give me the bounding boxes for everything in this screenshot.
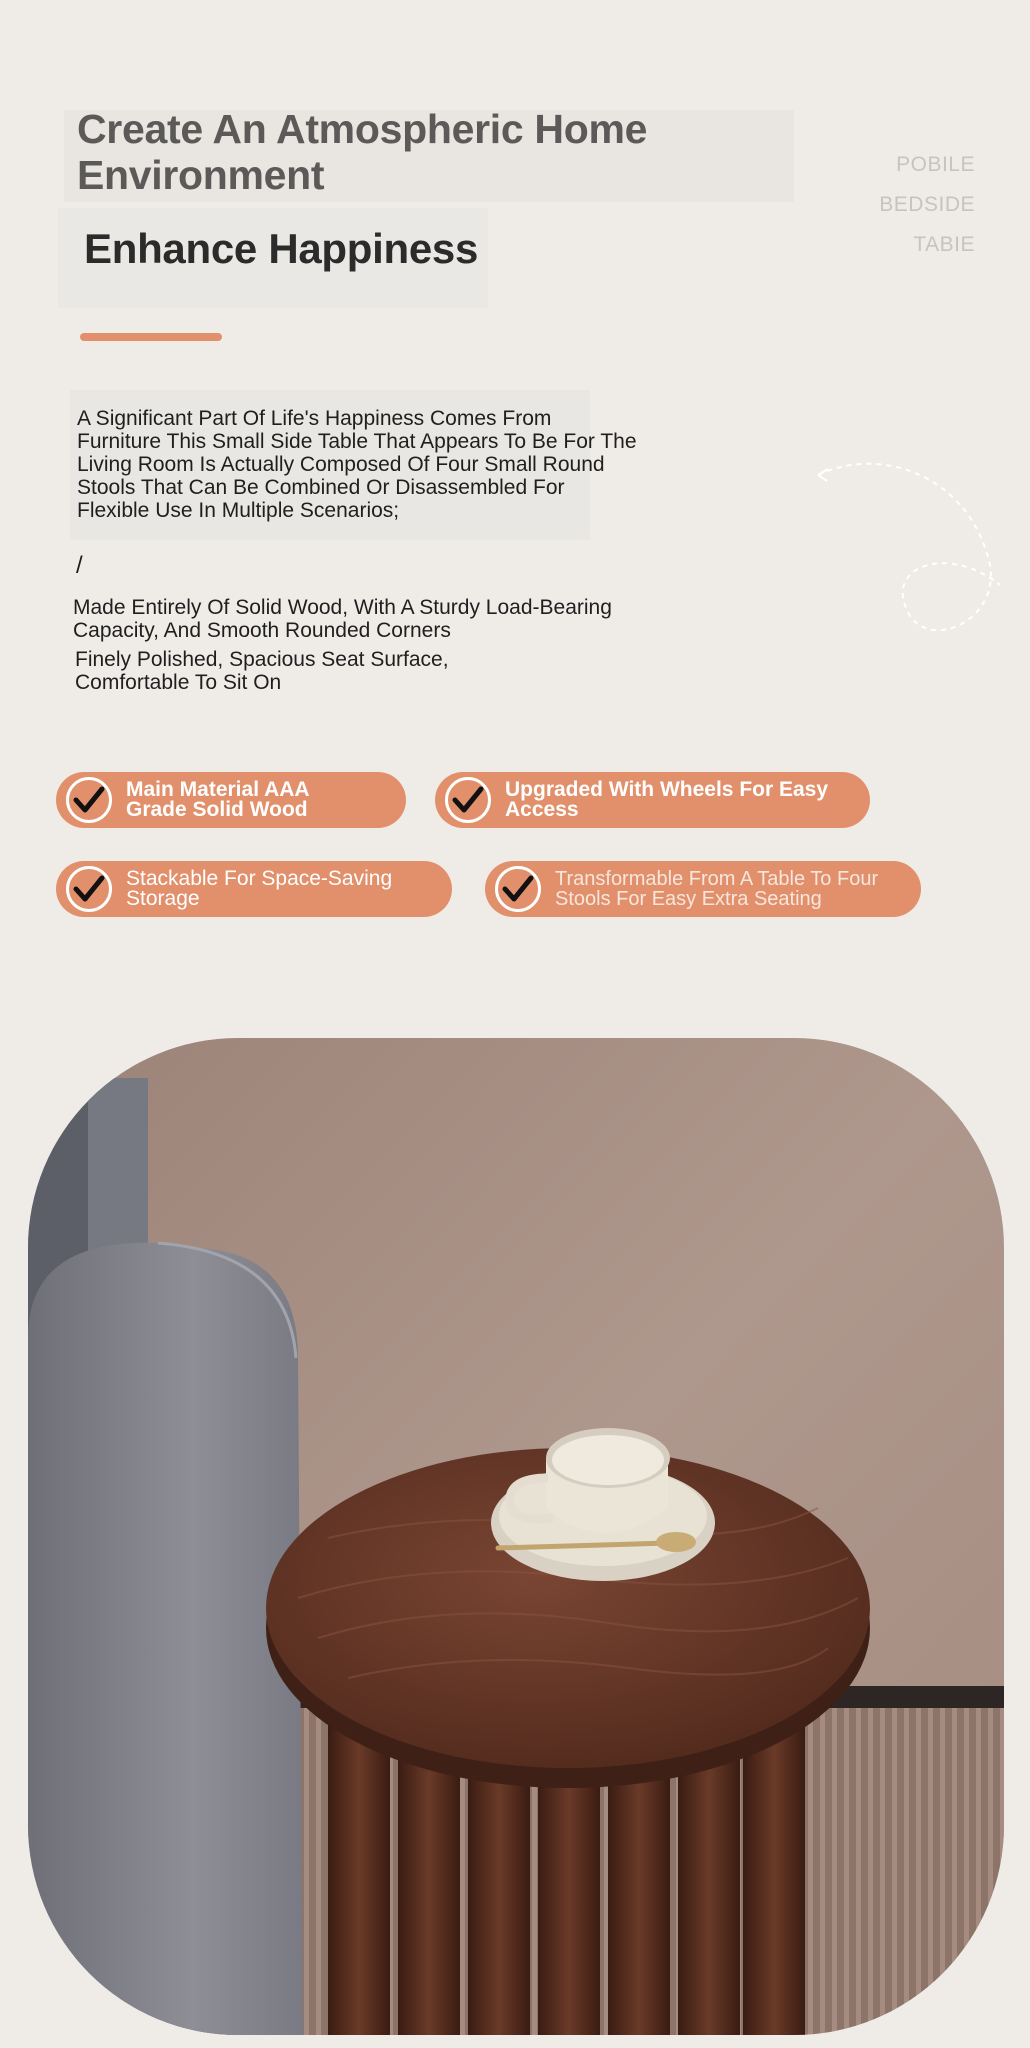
side-table-illustration [28, 1038, 1004, 2035]
feature-pill-label: Main Material AAA Grade Solid Wood [126, 778, 309, 821]
separator-slash: / [76, 552, 83, 579]
side-caption [879, 145, 975, 265]
dashed-swirl-decoration [800, 455, 1000, 655]
page-subtitle: Enhance Happiness [84, 225, 479, 272]
feature-pill-wheels [435, 772, 870, 828]
feature-pill-label: Upgraded With Wheels For Easy Access [505, 778, 829, 821]
feature-pill-transformable [485, 861, 921, 917]
feature-description-2: Finely Polished, Spacious Seat Surface, Comfortable To Sit On [75, 648, 449, 694]
page-title: Create An Atmospheric Home Environment [77, 106, 648, 198]
accent-divider [80, 333, 222, 341]
feature-pill-stackable [56, 861, 452, 917]
checkmark-icon [66, 777, 112, 823]
checkmark-icon [445, 777, 491, 823]
feature-pill-label: Stackable For Space-Saving Storage [126, 867, 393, 910]
feature-pill-label: Transformable From A Table To Four Stools For Easy Extra Seating [555, 868, 879, 910]
intro-paragraph: A Significant Part Of Life's Happiness Comes From Furniture This Small Side Table That Appears To Be For The Living Room Is Actually Composed Of Four Small Round Stools That Can Be Combined Or Disassembled For Flexible Use In Multiple Scenarios; [77, 407, 637, 522]
product-photo [28, 1038, 1004, 2035]
side-word: TABIE [913, 233, 975, 256]
feature-pill-solid-wood [56, 772, 406, 828]
feature-description-1: Made Entirely Of Solid Wood, With A Sturdy Load-Bearing Capacity, And Smooth Rounded Corners [73, 596, 612, 642]
side-word: POBILE [896, 153, 975, 176]
checkmark-icon [66, 866, 112, 912]
side-word: BEDSIDE [879, 193, 975, 216]
checkmark-icon [495, 866, 541, 912]
